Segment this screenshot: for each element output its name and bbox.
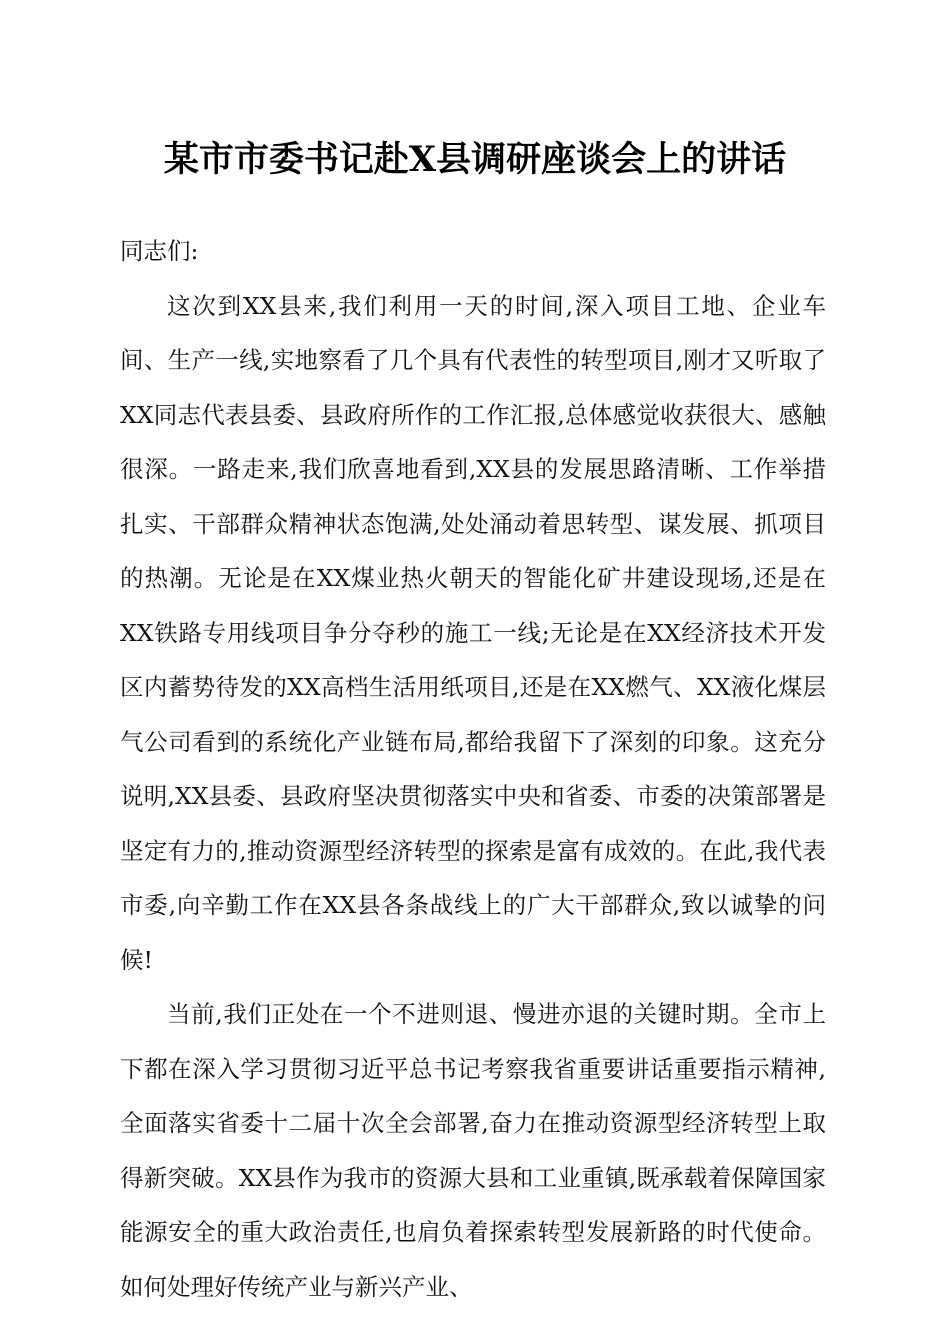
- paragraph-2: 当前,我们正处在一个不进则退、慢进亦退的关键时期。全市上下都在深入学习贯彻习近平总书记考察我省重要讲话重要指示精神,全面落实省委十二届十次全会部署,奋力在推动资源型经济转型上取得新突破。XX县作为我市的资源大县和工业重镇,既承载着保障国家能源安全的重大政治责任,也肩负着探索转型发展新路的时代使命。如何处理好传统产业与新兴产业、: [120, 1000, 826, 1301]
- salutation: 同志们:: [120, 237, 199, 265]
- document-title: 某市市委书记赴X县调研座谈会上的讲话: [163, 139, 787, 180]
- document-body: [120, 224, 826, 1314]
- paragraph-1: 这次到XX县来,我们利用一天的时间,深入项目工地、企业车间、生产一线,实地察看了几个具有代表性的转型项目,刚才又听取了XX同志代表县委、县政府所作的工作汇报,总体感觉收获很大、感触很深。一路走来,我们欣喜地看到,XX县的发展思路清晰、工作举措扎实、干部群众精神状态饱满,处处涌动着思转型、谋发展、抓项目的热潮。无论是在XX煤业热火朝天的智能化矿井建设现场,还是在XX铁路专用线项目争分夺秒的施工一线;无论是在XX经济技术开发区内蓄势待发的XX高档生活用纸项目,还是在XX燃气、XX液化煤层气公司看到的系统化产业链布局,都给我留下了深刻的印象。这充分说明,XX县委、县政府坚决贯彻落实中央和省委、市委的决策部署是坚定有力的,推动资源型经济转型的探索是富有成效的。在此,我代表市委,向辛勤工作在XX县各条战线上的广大干部群众,致以诚挚的问候!: [120, 291, 826, 974]
